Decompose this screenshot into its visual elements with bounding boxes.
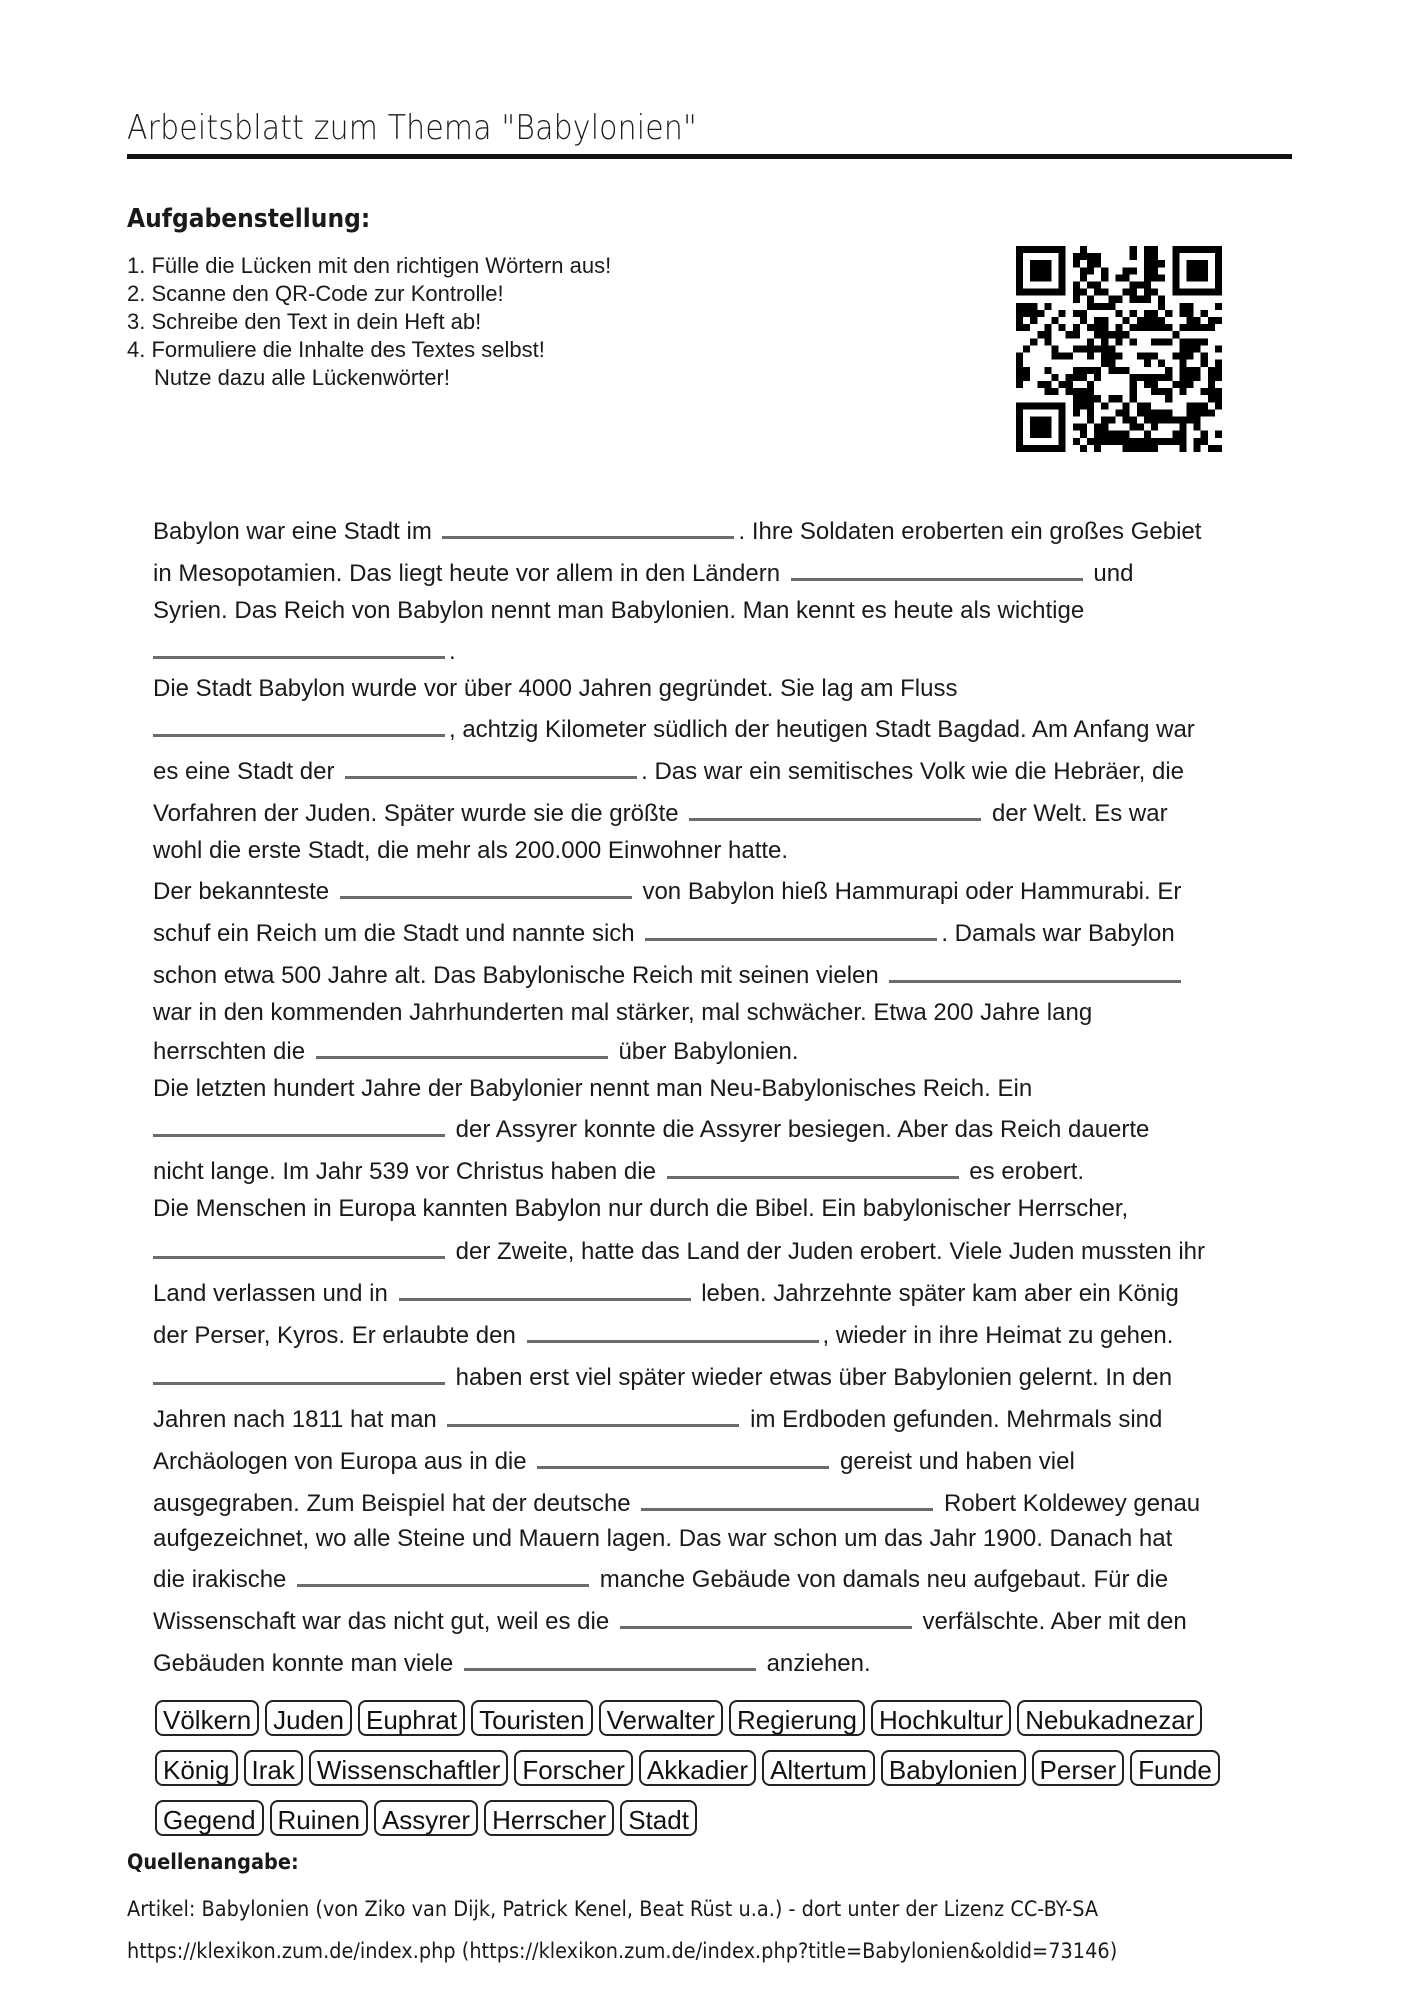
page-title: Arbeitsblatt zum Thema "Babylonien" [127,108,697,148]
word-chip[interactable]: Touristen [471,1700,593,1736]
text-line: war in den kommenden Jahrhunderten mal stärker, mal schwächer. Etwa 200 Jahre lang [153,999,1093,1026]
task-item: 4. Formuliere die Inhalte des Textes selbst! [127,337,545,362]
text-line: schuf ein Reich um die Stadt und nannte sich . Damals war Babylon [153,914,1175,949]
word-chip[interactable]: Perser [1032,1750,1125,1786]
gap-blank[interactable] [667,1152,959,1179]
text-line: der Assyrer konnte die Assyrer besiegen. Aber das Reich dauerte [153,1110,1149,1145]
word-chip[interactable]: Stadt [620,1800,697,1836]
gap-blank[interactable] [297,1560,589,1587]
gap-blank[interactable] [641,1484,933,1511]
word-chip[interactable]: Euphrat [358,1700,465,1736]
word-chip[interactable]: Ruinen [270,1800,368,1836]
text-line: Der bekannteste von Babylon hieß Hammurapi oder Hammurabi. Er [153,872,1181,907]
task-item: 1. Fülle die Lücken mit den richtigen Wörtern aus! [127,253,612,278]
text-line: aufgezeichnet, wo alle Steine und Mauern lagen. Das war schon um das Jahr 1900. Danach hat [153,1525,1173,1552]
gap-blank[interactable] [153,1232,445,1259]
text-line: der Zweite, hatte das Land der Juden erobert. Viele Juden mussten ihr [153,1232,1205,1267]
word-chip[interactable]: Verwalter [599,1700,723,1736]
gap-blank[interactable] [537,1442,829,1469]
text-line: Archäologen von Europa aus in die gereist und haben viel [153,1442,1075,1477]
qr-code-icon [1016,246,1222,452]
word-chip[interactable]: Babylonien [881,1750,1026,1786]
word-chip[interactable]: Herrscher [484,1800,614,1836]
text-line: Babylon war eine Stadt im . Ihre Soldaten eroberten ein großes Gebiet [153,512,1201,547]
task-list [127,252,611,392]
task-item: 3. Schreibe den Text in dein Heft ab! [127,309,482,334]
task-item: Nutze dazu alle Lückenwörter! [154,365,450,390]
word-chip[interactable]: Akkadier [639,1750,756,1786]
gap-blank[interactable] [447,1400,739,1427]
text-line: es eine Stadt der . Das war ein semitisches Volk wie die Hebräer, die [153,752,1184,787]
word-chip[interactable]: Irak [244,1750,303,1786]
text-line: . [153,632,456,667]
word-chip[interactable]: Funde [1130,1750,1220,1786]
gap-blank[interactable] [316,1032,608,1059]
gap-blank[interactable] [153,1358,445,1385]
gap-blank[interactable] [464,1644,756,1671]
text-line: die irakische manche Gebäude von damals neu aufgebaut. Für die [153,1560,1168,1595]
word-chip[interactable]: Assyrer [374,1800,478,1836]
text-line: Die Stadt Babylon wurde vor über 4000 Jahren gegründet. Sie lag am Fluss [153,675,958,702]
text-line: Syrien. Das Reich von Babylon nennt man Babylonien. Man kennt es heute als wichtige [153,597,1085,624]
gap-blank[interactable] [153,632,445,659]
word-chip[interactable]: Wissenschaftler [309,1750,509,1786]
text-line: Gebäuden konnte man viele anziehen. [153,1644,871,1679]
gap-blank[interactable] [645,914,937,941]
text-line: Wissenschaft war das nicht gut, weil es die verfälschte. Aber mit den [153,1602,1187,1637]
text-line: Die letzten hundert Jahre der Babylonier nennt man Neu-Babylonisches Reich. Ein [153,1075,1033,1102]
word-bank-row [155,1750,1226,1790]
gap-blank[interactable] [527,1316,819,1343]
word-chip[interactable]: Hochkultur [871,1700,1011,1736]
text-line: nicht lange. Im Jahr 539 vor Christus haben die es erobert. [153,1152,1084,1187]
task-heading: Aufgabenstellung: [127,204,371,234]
text-line: Land verlassen und in leben. Jahrzehnte später kam aber ein König [153,1274,1179,1309]
title-rule [127,154,1292,159]
word-chip[interactable]: Juden [265,1700,352,1736]
word-chip[interactable]: Völkern [155,1700,259,1736]
word-chip[interactable]: Nebukadnezar [1017,1700,1202,1736]
sources-article: Artikel: Babylonien (von Ziko van Dijk, Patrick Kenel, Beat Rüst u.a.) - dort unter der Lizenz CC-BY-SA [127,1897,1099,1921]
task-item: 2. Scanne den QR-Code zur Kontrolle! [127,281,504,306]
gap-blank[interactable] [889,956,1181,983]
gap-blank[interactable] [399,1274,691,1301]
gap-blank[interactable] [345,752,637,779]
gap-blank[interactable] [620,1602,912,1629]
text-line: haben erst viel später wieder etwas über Babylonien gelernt. In den [153,1358,1172,1393]
gap-blank[interactable] [153,710,445,737]
sources-link[interactable]: https://klexikon.zum.de/index.php (https://klexikon.zum.de/index.php?title=Babylonien&oldid=73146) [127,1939,1118,1963]
word-bank-row [155,1800,703,1840]
gap-blank[interactable] [442,512,734,539]
text-line: wohl die erste Stadt, die mehr als 200.000 Einwohner hatte. [153,837,789,864]
text-line: ausgegraben. Zum Beispiel hat der deutsche Robert Koldewey genau [153,1484,1200,1519]
text-line: der Perser, Kyros. Er erlaubte den , wieder in ihre Heimat zu gehen. [153,1316,1173,1351]
text-line: herrschten die über Babylonien. [153,1032,799,1067]
text-line: in Mesopotamien. Das liegt heute vor allem in den Ländern und [153,554,1133,589]
word-bank-row [155,1700,1208,1740]
gap-blank[interactable] [689,794,981,821]
text-line: Jahren nach 1811 hat man im Erdboden gefunden. Mehrmals sind [153,1400,1162,1435]
word-chip[interactable]: Regierung [729,1700,865,1736]
gap-blank[interactable] [153,1110,445,1137]
word-chip[interactable]: Forscher [514,1750,633,1786]
text-line: , achtzig Kilometer südlich der heutigen Stadt Bagdad. Am Anfang war [153,710,1195,745]
sources-heading: Quellenangabe: [127,1850,299,1874]
gap-blank[interactable] [340,872,632,899]
word-chip[interactable]: Altertum [762,1750,875,1786]
gap-blank[interactable] [791,554,1083,581]
text-line: schon etwa 500 Jahre alt. Das Babylonische Reich mit seinen vielen [153,956,1185,991]
word-chip[interactable]: König [155,1750,238,1786]
word-chip[interactable]: Gegend [155,1800,264,1836]
text-line: Die Menschen in Europa kannten Babylon nur durch die Bibel. Ein babylonischer Herrscher, [153,1195,1129,1222]
text-line: Vorfahren der Juden. Später wurde sie die größte der Welt. Es war [153,794,1168,829]
